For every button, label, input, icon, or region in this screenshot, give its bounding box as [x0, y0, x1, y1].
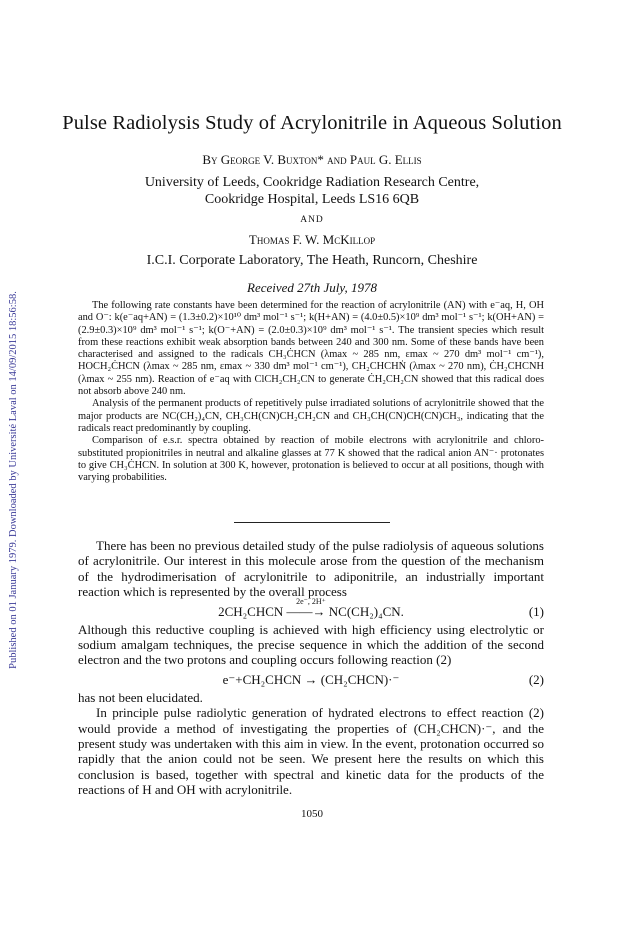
affiliation-block	[0, 174, 624, 208]
and-separator: AND	[300, 215, 324, 225]
equation-1-arrow-label: 2e⁻, 2H⁺	[296, 596, 326, 606]
body-paragraph-2: Although this reductive coupling is achieved with high efficiency using electrolytic or sodium amalgam techniques, the precise sequence in which the addition of the second electron and the two protons and coupling occurs following reaction (2)	[78, 621, 544, 668]
body-paragraph-4: In principle pulse radiolytic generation of hydrated electrons to effect reaction (2) would provide a method of investigating the properties of (CH₂CHCN)·⁻, and the present study was undertaken with this aim in view. In the event, protonation occurred so rapidly that the anion could not be seen. We present here the results on which this conclusion is based, together with spectral and kinetic data for the products of the reactions of H and OH with acrylonitrile.	[78, 705, 544, 798]
equation-1	[78, 596, 544, 622]
affiliation-line-2: Cookridge Hospital, Leeds LS16 6QB	[204, 192, 420, 207]
abstract-paragraph-1: The following rate constants have been determined for the reaction of acrylonitrile (AN) with e⁻aq, H, OH and O⁻: k(e⁻aq+AN) = (1.3±0.2)×10¹⁰ dm³ mol⁻¹ s⁻¹; k(H+AN) = (4.0±0.5)×10⁹ dm³ mol⁻¹ s⁻¹; k(OH+AN) = (2.9±0.3)×10⁹ dm³ mol⁻¹ s⁻¹; k(O⁻+AN) = (2.0±0.3)×10⁹ dm³ mol⁻¹ s⁻¹. The transient species which result from these reactions exhibit weak absorption bands between 240 and 300 nm. Some of these bands have been characterised and assigned to the radicals CH₃ĊHCN (λmax ~ 285 nm, εmax ~ 270 dm³ mol⁻¹ cm⁻¹), HOCH₂ĊHCN (λmax ~ 285 nm, εmax ~ 330 dm³ mol⁻¹ cm⁻¹), CH₂CHCHṄ (λmax ~ 270 nm), ĊH₂CHCNH (λmax ~ 255 nm). Reaction of e⁻aq with ClCH₂CH₂CN to generate ĊH₂CH₂CN showed that this radical does not absorb above 240 nm.	[78, 300, 544, 398]
abstract-paragraph-2: Analysis of the permanent products of repetitively pulse irradiated solutions of acrylonitrile showed that the major products are NC(CH₂)₄CN, CH₃CH(CN)CH₂CH₂CN and CH₃CH(CN)CH(CN)CH₃, indicating that the radicals react predominantly by coupling.	[78, 398, 544, 434]
page-number: 1050	[301, 808, 323, 820]
body-paragraph-1: There has been no previous detailed study of the pulse radiolysis of aqueous solutions of acrylonitrile. Our interest in this molecule arose from the question of the mechanism of the hydrodimerisation of acrylonitrile to adiponitrile, an industrially important reaction which is represented by the overall process	[78, 538, 544, 600]
affiliation-line-1: University of Leeds, Cookridge Radiation Research Centre,	[144, 175, 480, 190]
second-author: Thomas F. W. McKillop	[248, 232, 376, 247]
equation-2-number: (2)	[528, 671, 544, 687]
received-date: Received 27th July, 1978	[247, 280, 377, 295]
equation-2-text: e⁻+CH₂CHCN → (CH₂CHCN)·⁻	[222, 671, 400, 687]
authors: By George V. Buxton* and Paul G. Ellis	[202, 152, 422, 167]
section-divider	[234, 522, 390, 523]
abstract-paragraph-3: Comparison of e.s.r. spectra obtained by reaction of mobile electrons with acrylonitrile and chloro-substituted propionitriles in neutral and alkaline glasses at 77 K showed that the radical anion AN⁻· protonates to give CH₃ĊHCN. In solution at 300 K, however, protonation is believed to occur at all positions, though with varying probabilities.	[78, 435, 544, 484]
equation-1-text: 2CH₂CHCN ——→ NC(CH₂)₄CN.	[218, 603, 404, 619]
body-paragraph-3: has not been elucidated.	[78, 689, 203, 705]
equation-1-number: (1)	[528, 603, 544, 619]
paper-title: Pulse Radiolysis Study of Acrylonitrile in Aqueous Solution	[62, 112, 562, 134]
abstract	[78, 300, 544, 484]
body-text	[78, 538, 544, 798]
second-affiliation: I.C.I. Corporate Laboratory, The Heath, Runcorn, Cheshire	[146, 253, 478, 268]
download-watermark-text: Published on 01 January 1979. Downloaded by Université Laval on 14/09/2015 18:56:58.	[8, 291, 19, 669]
equation-2	[78, 668, 544, 690]
